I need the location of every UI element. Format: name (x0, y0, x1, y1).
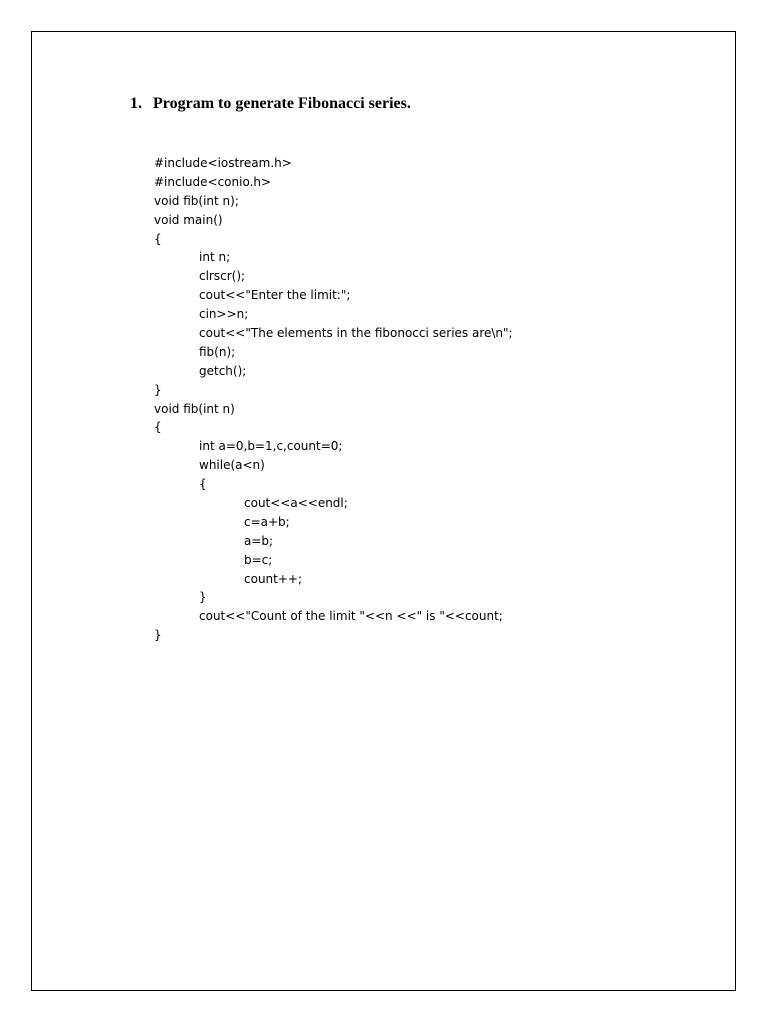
code-line: { (154, 420, 162, 435)
code-line: cout<<a<<endl; (244, 496, 348, 511)
code-line: void fib(int n) (154, 401, 235, 416)
code-line: int a=0,b=1,c,count=0; (199, 439, 343, 454)
code-line: clrscr(); (199, 269, 246, 284)
code-line: cout<<"Count of the limit "<<n <<" is "<<count; (199, 609, 503, 624)
code-line: void fib(int n); (154, 193, 239, 208)
heading-text: Program to generate Fibonacci series. (153, 95, 411, 112)
code-line: { (199, 477, 207, 492)
code-line: #include<iostream.h> (154, 156, 292, 170)
code-line: while(a<n) (199, 458, 265, 473)
code-line: cout<<"Enter the limit:"; (199, 288, 351, 303)
code-line: } (199, 590, 207, 605)
code-line: a=b; (244, 533, 274, 548)
code-line: { (154, 231, 162, 246)
heading-number: 1. (130, 95, 142, 112)
code-line: b=c; (244, 552, 273, 567)
code-line: count++; (244, 571, 303, 586)
code-line: #include<conio.h> (154, 174, 272, 189)
code-line: getch(); (199, 363, 247, 378)
code-line: fib(n); (199, 344, 236, 359)
section-heading (130, 94, 411, 114)
code-line: int n; (199, 250, 231, 265)
code-line: } (154, 628, 162, 643)
code-line: void main() (154, 212, 223, 227)
code-line: } (154, 382, 162, 397)
code-block (154, 154, 513, 645)
code-line: c=a+b; (244, 514, 290, 529)
code-line: cout<<"The elements in the fibonocci series are\n"; (199, 326, 513, 341)
code-line: cin>>n; (199, 307, 249, 322)
